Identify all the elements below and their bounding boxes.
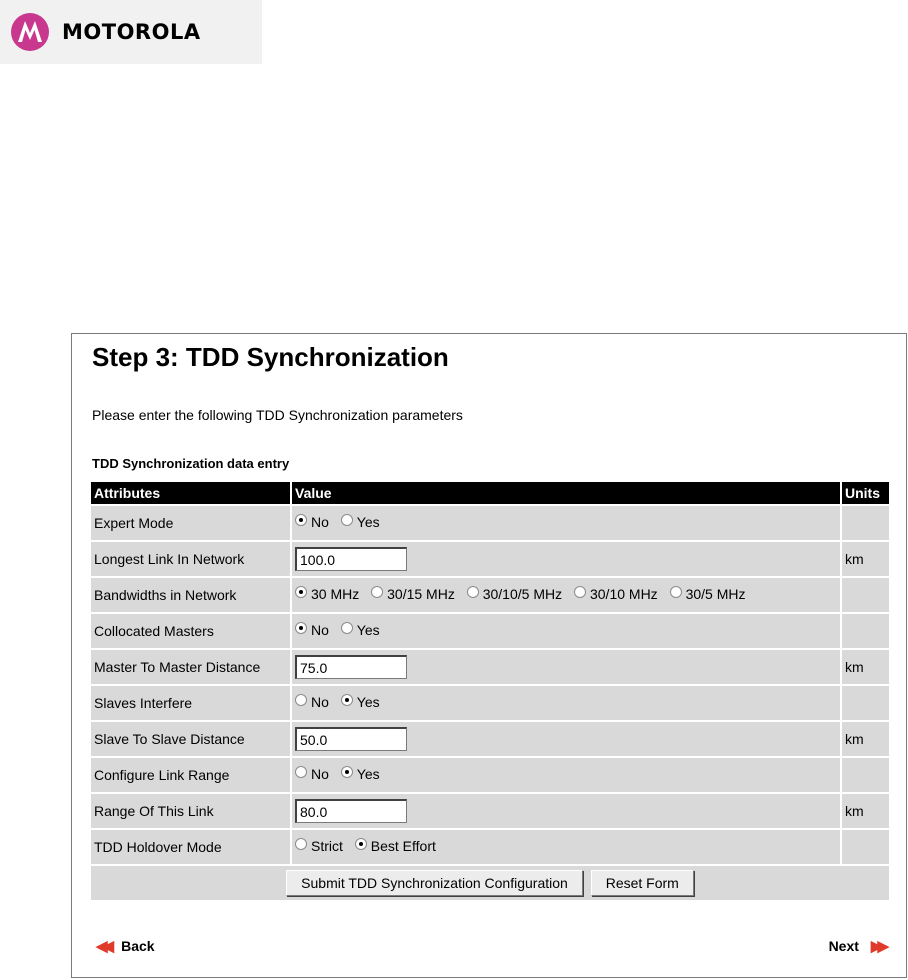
table-row [91,794,889,828]
expert-mode-no-radio[interactable]: No [295,514,329,530]
collocated-no-radio[interactable]: No [295,622,329,638]
bandwidth-30-10-5-radio[interactable]: 30/10/5 MHz [467,586,562,602]
collocated-yes-radio[interactable]: Yes [341,622,380,638]
expert-mode-label: Expert Mode [91,506,290,540]
bandwidth-30-5-radio[interactable]: 30/5 MHz [670,586,746,602]
master-distance-cell [292,650,840,684]
bandwidths-label: Bandwidths in Network [91,578,290,612]
tdd-sync-table [89,480,891,902]
button-row [91,866,889,900]
units-header: Units [842,482,889,504]
next-arrow-icon: ▶▶ [870,938,884,955]
bandwidths-options [292,578,840,612]
link-range-yes-radio[interactable]: Yes [341,766,380,782]
unit-cell: km [842,794,889,828]
collocated-masters-label: Collocated Masters [91,614,290,648]
longest-link-label: Longest Link In Network [91,542,290,576]
section-title: TDD Synchronization data entry [92,456,290,471]
table-header-row [91,482,889,504]
next-link[interactable] [829,937,884,955]
slaves-interfere-no-radio[interactable]: No [295,694,329,710]
table-row [91,650,889,684]
range-of-link-input[interactable] [295,799,407,823]
intro-text: Please enter the following TDD Synchronization parameters [92,407,463,423]
slaves-interfere-label: Slaves Interfere [91,686,290,720]
range-of-link-cell [292,794,840,828]
bandwidth-30-10-radio[interactable]: 30/10 MHz [574,586,658,602]
reset-button[interactable]: Reset Form [591,870,694,896]
unit-cell [842,614,889,648]
page-title: Step 3: TDD Synchronization [92,342,449,372]
unit-cell [842,506,889,540]
bandwidth-30-radio[interactable]: 30 MHz [295,586,359,602]
slave-distance-input[interactable] [295,727,407,751]
value-header: Value [292,482,840,504]
longest-link-input[interactable] [295,547,407,571]
unit-cell [842,578,889,612]
table-row [91,542,889,576]
unit-cell: km [842,722,889,756]
expert-mode-yes-radio[interactable]: Yes [341,514,380,530]
longest-link-cell [292,542,840,576]
table-row [91,578,889,612]
expert-mode-options [292,506,840,540]
table-row [91,722,889,756]
slave-distance-label: Slave To Slave Distance [91,722,290,756]
unit-cell [842,830,889,864]
table-row [91,686,889,720]
configure-link-range-options [292,758,840,792]
slave-distance-cell [292,722,840,756]
range-of-link-label: Range Of This Link [91,794,290,828]
unit-cell [842,686,889,720]
unit-cell: km [842,542,889,576]
motorola-batwing-icon [10,12,50,52]
unit-cell: km [842,650,889,684]
wizard-panel [71,333,907,978]
table-row [91,506,889,540]
brand-name: MOTOROLA [62,20,201,44]
configure-link-range-label: Configure Link Range [91,758,290,792]
holdover-strict-radio[interactable]: Strict [295,838,343,854]
holdover-mode-label: TDD Holdover Mode [91,830,290,864]
master-distance-input[interactable] [295,655,407,679]
holdover-mode-options [292,830,840,864]
unit-cell [842,758,889,792]
slaves-interfere-yes-radio[interactable]: Yes [341,694,380,710]
button-cell [91,866,889,900]
table-row [91,758,889,792]
back-link[interactable] [96,937,155,955]
holdover-best-effort-radio[interactable]: Best Effort [355,838,436,854]
back-label: Back [121,938,155,954]
table-row [91,614,889,648]
table-row [91,830,889,864]
submit-button[interactable]: Submit TDD Synchronization Configuration [286,870,583,896]
master-distance-label: Master To Master Distance [91,650,290,684]
collocated-masters-options [292,614,840,648]
motorola-logo [0,0,262,64]
slaves-interfere-options [292,686,840,720]
back-arrow-icon: ◀◀ [96,938,110,955]
link-range-no-radio[interactable]: No [295,766,329,782]
attributes-header: Attributes [91,482,290,504]
bandwidth-30-15-radio[interactable]: 30/15 MHz [371,586,455,602]
next-label: Next [828,938,859,954]
